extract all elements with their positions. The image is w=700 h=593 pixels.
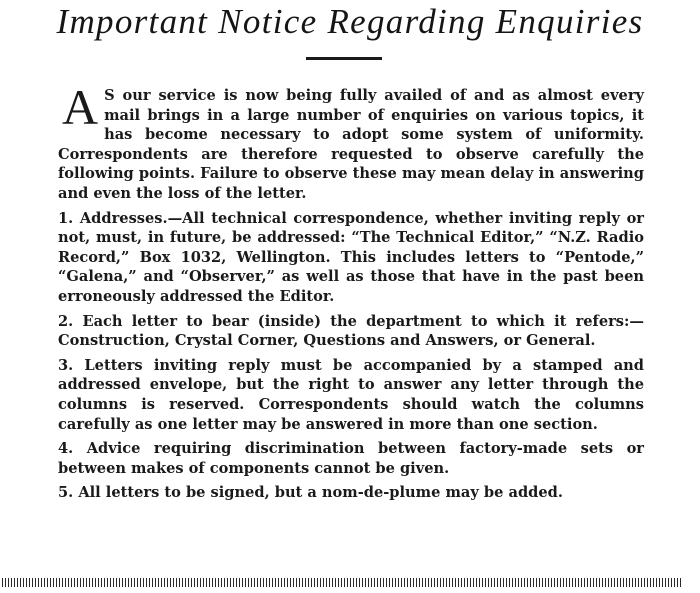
notice-body xyxy=(58,79,644,503)
notice-item-3: 3. Letters inviting reply must be accompanied by a stamped and addressed envelope, but the right to answer any letter through the columns is reserved. Correspondents should watch the columns carefully as one letter may be answered in more than one section. xyxy=(58,356,644,433)
notice-item-1: 1. Addresses.—All technical correspondence, whether inviting reply or not, must, in future, be addressed: “The Technical Editor,” “N.Z. Radio Record,” Box 1032, Wellington. This includes letters to “Pentode,” “Galena,” and “Observer,” as well as those that have in the past been erroneously addressed the Editor. xyxy=(58,209,644,305)
notice-item-5: 5. All letters to be signed, but a nom-de-plume may be added. xyxy=(58,484,563,502)
drop-cap: A xyxy=(62,79,99,135)
intro-text: S our service is now being fully availed of and as almost every mail brings in a large number of enquiries on various topics, it has become necessary to adopt some system of uniformity. Correspondents are therefore requested to observe carefully the following points. Failure to observe these may mean delay in answering and even the loss of the letter. xyxy=(58,87,644,202)
bottom-hatched-rule xyxy=(2,578,682,587)
notice-item-2: 2. Each letter to bear (inside) the department to which it refers:—Construction, Crystal Corner, Questions and Answers, or General. xyxy=(58,312,644,350)
notice-title: Important Notice Regarding Enquiries xyxy=(56,2,644,41)
title-underline-rule xyxy=(306,57,382,60)
intro-paragraph xyxy=(58,79,644,204)
notice-item-4: 4. Advice requiring discrimination between factory-made sets or between makes of components cannot be given. xyxy=(58,440,644,477)
